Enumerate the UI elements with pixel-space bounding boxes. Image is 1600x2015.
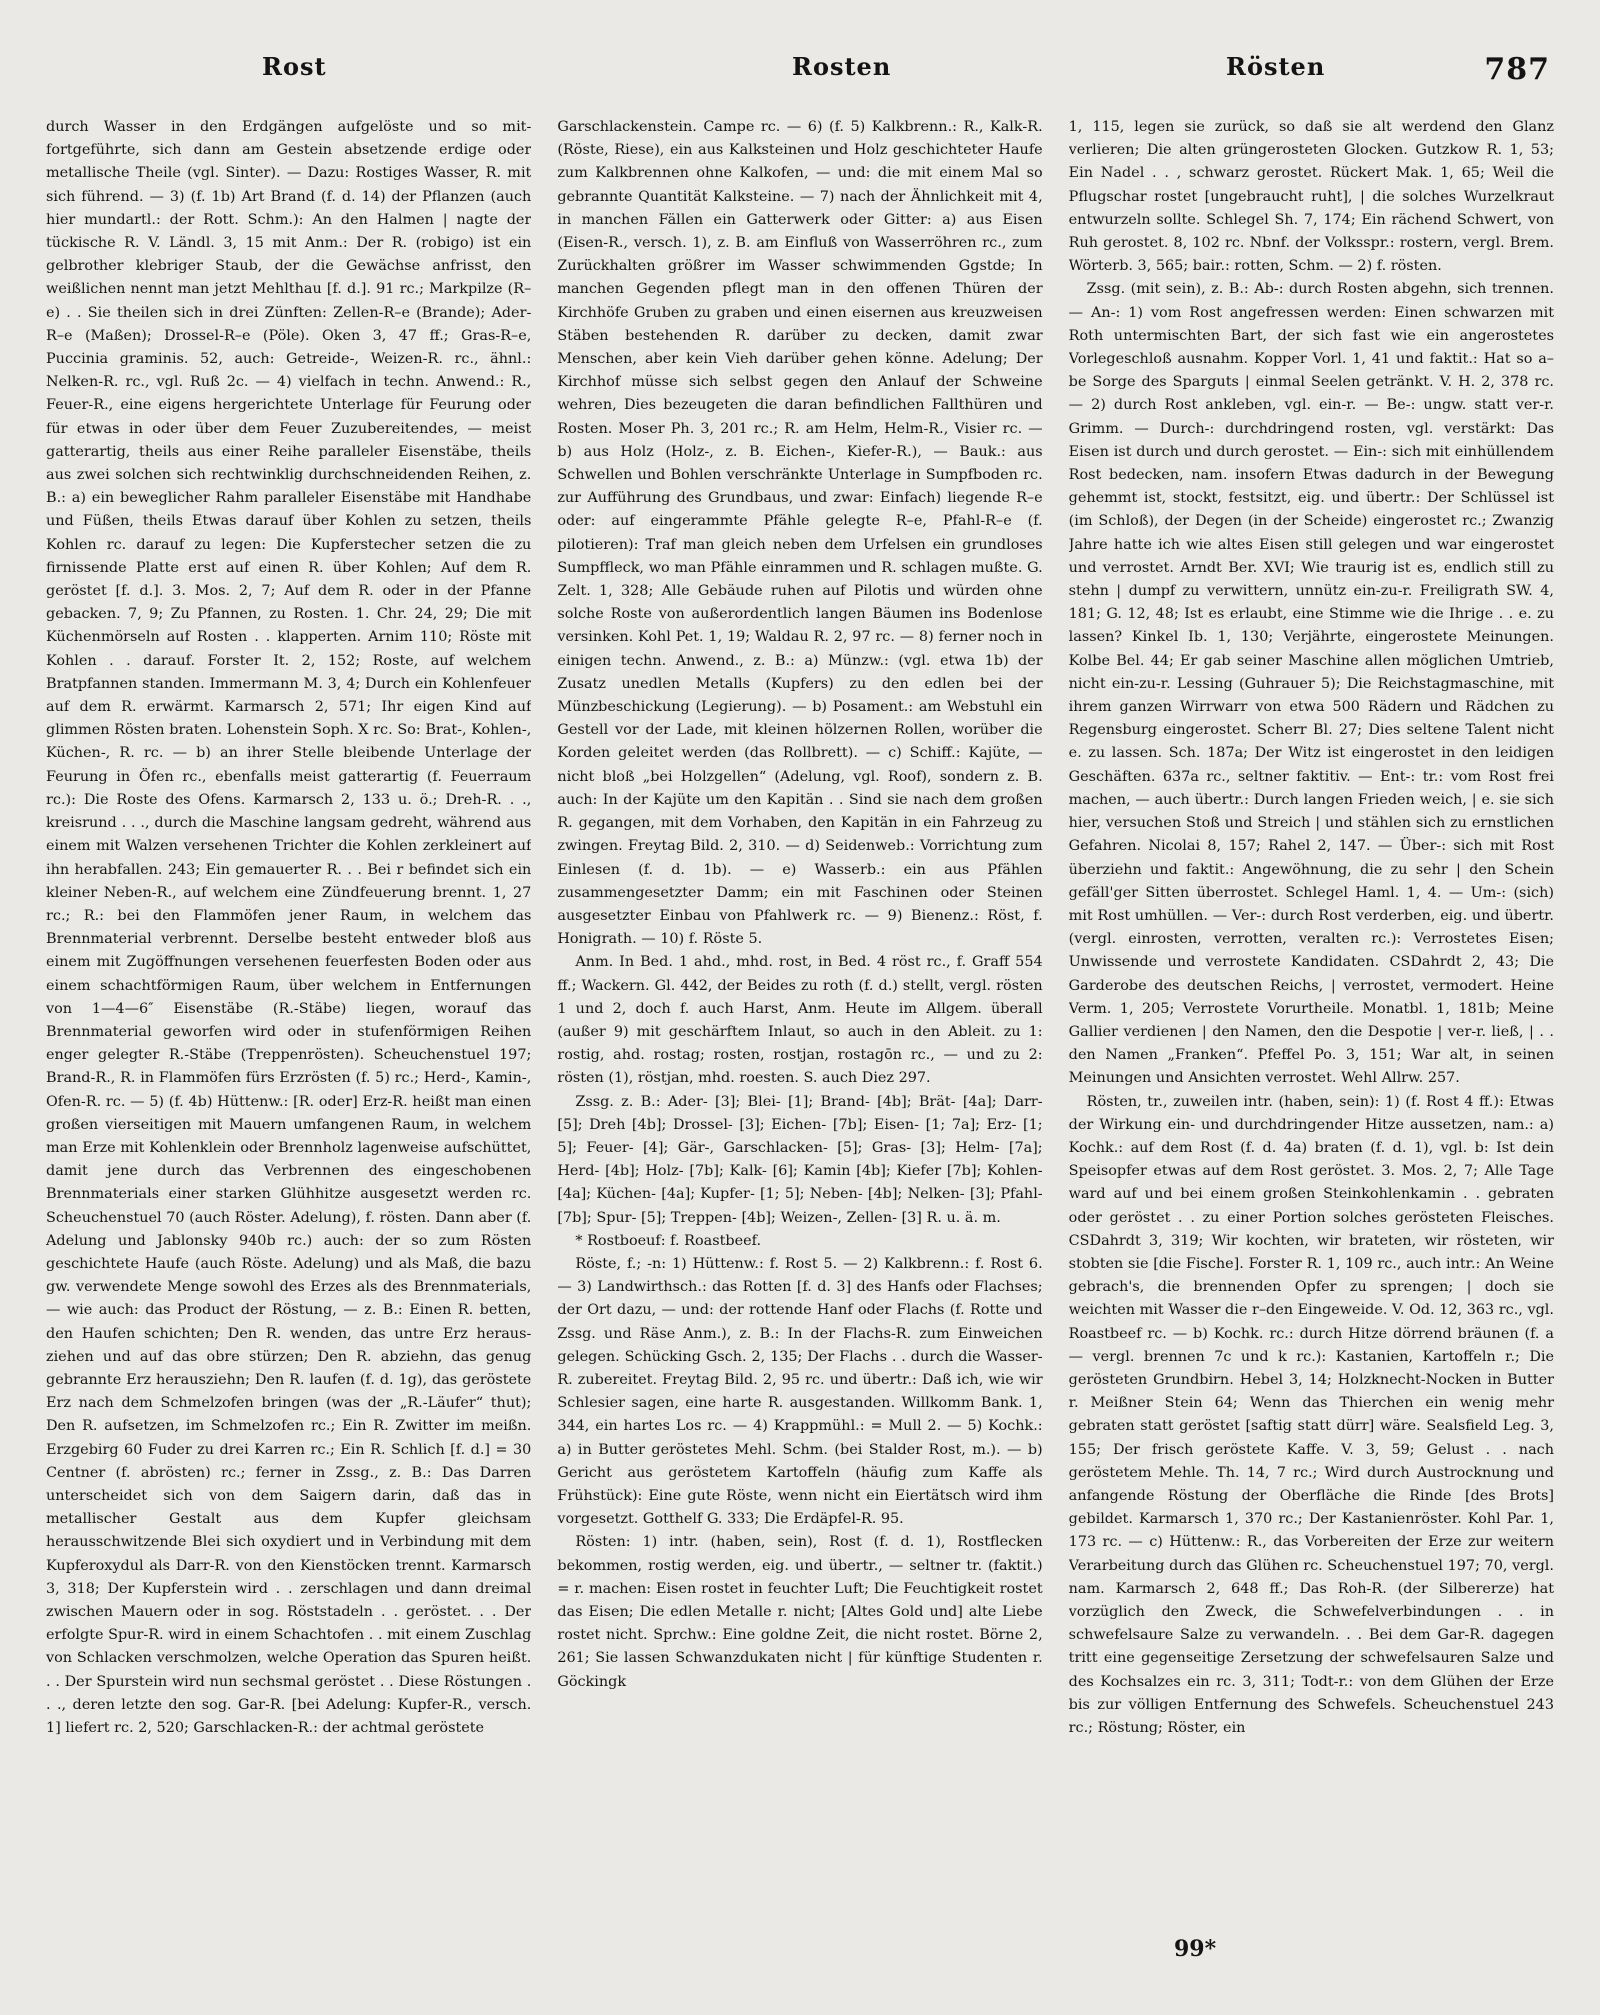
column-right — [1069, 116, 1554, 1926]
running-head-right: Rösten — [1226, 52, 1326, 81]
column-left — [46, 116, 531, 1926]
column-middle-paragraph-1: Garschlackenstein. Campe rc. — 6) (f. 5) Kalkbrenn.: R., Kalk-R. (Röste, Riese), ein aus Kalksteinen und Holz geschichteter Haufe zum Kalkbrennen ohne Kalkofen, — und: die mit einem Mal so gebrannte Quantität Kalksteine. — 7) nach der Ähnlichkeit mit 4, in manchen Fällen ein Gatterwerk oder Gitter: a) aus Eisen (Eisen-R., versch. 1), z. B. am Einfluß von Wasserröhren rc., zum Zurückhalten größrer im Wasser schwimmenden Ggstde; In manchen Gegenden pflegt man in den offenen Thüren der Kirchhöfe Gruben zu graben und einen eisernen aus kreuzweisen Stäben bestehenden R. darüber zu decken, damit zwar Menschen, aber kein Vieh darüber gehen könne. Adelung; Der Kirchhof müsse sich selbst gegen den Anlauf der Schweine wehren, Dies bezeugeten die daran befindlichen Fallthüren und Rosten. Moser Ph. 3, 201 rc.; R. am Helm, Helm-R., Visier rc. — b) aus Holz (Holz-, z. B. Eichen-, Kiefer-R.), — Bauk.: aus Schwellen und Bohlen verschränkte Unterlage in Sumpfboden rc. zur Aufführung des Grundbaus, und zwar: Einfach) liegende R–e oder: auf eingerammte Pfähle gelegte R–e, Pfahl-R–e (f. pilotieren): Traf man gleich neben dem Urfelsen ein grundloses Sumpffleck, wo man Pfähle einrammen und R. schlagen mußte. G. Zelt. 1, 328; Alle Gebäude ruhen auf Pilotis und würden ohne solche Roste von außerordentlich langen Bäumen ins Bodenlose versinken. Kohl Pet. 1, 19; Waldau R. 2, 97 rc. — 8) ferner noch in einigen techn. Anwend., z. B.: a) Münzw.: (vgl. etwa 1b) der Zusatz unedlen Metalls (Kupfers) zu den edlen bei der Münzbeschickung (Legierung). — b) Posament.: am Webstuhl ein Gestell vor der Lade, mit kleinen hölzernen Rollen, worüber die Korden geleitet werden (das Rollbrett). — c) Schiff.: Kajüte, — nicht bloß „bei Holzgellen“ (Adelung, vgl. Roof), sondern z. B. auch: In der Kajüte um den Kapitän . . Sind sie nach dem großen R. gegangen, mit dem Vorhaben, den Kapitän in ein Fahrzeug zu zwingen. Freytag Bild. 2, 310. — d) Seidenweb.: Vorrichtung zum Einlesen (f. d. 1b). — e) Wasserb.: ein aus Pfählen zusammengesetzter Damm; ein mit Faschinen oder Steinen ausgesetzter Einbau von Pfahlwerk rc. — 9) Bienenz.: Röst, f. Honigrath. — 10) f. Röste 5. — [557, 119, 1043, 948]
column-right-paragraph-2: Zssg. (mit sein), z. B.: Ab-: durch Rosten abgehn, sich trennen. — An-: 1) vom Rost angefressen werden: Einen schwarzen mit Roth untermischten Bart, der sich fast wie ein angerostetes Vorlegeschloß ausnahm. Kopper Vorl. 1, 41 und faktit.: Hat so a–be Sorge des Sparguts | einmal Seelen getränkt. V. H. 2, 378 rc. — 2) durch Rost ankleben, vgl. ein-r. — Be-: ungw. statt ver-r. Grimm. — Durch-: durchdringend rosten, vgl. verstärkt: Das Eisen ist durch und durch gerostet. — Ein-: sich mit einhüllendem Rost bedecken, nam. insofern Etwas dadurch in der Bewegung gehemmt ist, stockt, festsitzt, eig. und übertr.: Der Schlüssel ist (im Schloß), der Degen (in der Scheide) eingerostet rc.; Zwanzig Jahre hatte ich wie altes Eisen still gelegen und war eingerostet und verrostet. Arndt Ber. XVI; Wie traurig ist es, endlich still zu stehn | dumpf zu verwittern, unnütz ein-zu-r. Freiligrath SW. 4, 181; G. 12, 48; Ist es erlaubt, eine Stimme wie die Ihrige . . e. zu lassen? Kinkel Ib. 1, 130; Verjährte, eingerostete Meinungen. Kolbe Bel. 44; Er gab seiner Maschine allen möglichen Umtrieb, nicht ein-zu-r. Lessing (Guhrauer 5); Die Reichstagmaschine, mit ihrem ganzen Wirrwarr von etwa 500 Rädern und Rädchen zu Regensburg eingerostet. Scherr Bl. 27; Dies seltene Talent nicht e. zu lassen. Sch. 187a; Der Witz ist eingerostet in den leidigen Geschäften. 637a rc., seltner faktitiv. — Ent-: tr.: vom Rost frei machen, — auch übertr.: Durch langen Frieden weich, | e. sie sich hier, versuchen Stoß und Streich | und stählen sich zu ernstlichen Gefahren. Nicolai 8, 157; Rahel 2, 147. — Über-: sich mit Rost überziehn und faktit.: Angewöhnung, die zu sehr | den Schein gefäll'ger Sitten überrostet. Schlegel Haml. 1, 4. — Um-: (sich) mit Rost umhüllen. — Ver-: durch Rost verderben, eig. und übertr. (vergl. einrosten, verrotten, veralten rc.): Verrostetes Eisen; Unwissende und verrostete Kandidaten. CSDahrdt 2, 43; Die Garderobe des deutschen Reichs, | verrostet, vermodert. Heine Verm. 1, 205; Verrostete Vorurtheile. Monatbl. 1, 181b; Meine Gallier verdienen | den Namen, den die Despotie | ver-r. ließ, | . . den Namen „Franken“. Pfeffel Po. 3, 151; War alt, in seinen Meinungen und Ansichten verrostet. Wehl Allrw. 257. — [1068, 281, 1554, 1087]
page-number: 787 — [1484, 52, 1550, 87]
running-head-left: Rost — [262, 52, 327, 81]
column-middle-paragraph-4: * Rostboeuf: f. Roastbeef. — [575, 1232, 762, 1249]
column-middle-paragraph-5: Röste, f.; -n: 1) Hüttenw.: f. Rost 5. — 2) Kalkbrenn.: f. Rost 6. — 3) Landwirthsch.: das Rotten [f. d. 3] des Hanfs oder Flachses; der Ort dazu, — und: der rottende Hanf oder Flachs (f. Rotte und Zssg. und Räse Anm.), z. B.: In der Flachs-R. zum Einweichen gelegen. Schücking Gsch. 2, 135; Der Flachs . . durch die Wasser-R. zubereitet. Freytag Bild. 2, 95 rc. und übertr.: Daß ich, wie wir Schlesier sagen, eine harte R. ausgestanden. Willkomm Bank. 1, 344, ein hartes Los rc. — 4) Krappmühl.: = Mull 2. — 5) Kochk.: a) in Butter geröstetes Mehl. Schm. (bei Stalder Rost, m.). — b) Gericht aus geröstetem Kartoffeln (häufig zum Kaffe als Frühstück): Eine gute Röste, wenn nicht ein Eiertätsch wird ihm vorgesetzt. Gotthelf G. 333; Die Erdäpfel-R. 95. — [557, 1255, 1043, 1528]
column-middle-paragraph-3: Zssg. z. B.: Ader- [3]; Blei- [1]; Brand- [4b]; Brät- [4a]; Darr- [5]; Dreh [4b]; Drossel- [3]; Eichen- [7b]; Eisen- [1; 7a]; Erz- [1; 5]; Feuer- [4]; Gär-, Garschlacken- [5]; Gras- [3]; Helm- [7a]; Herd- [4b]; Holz- [7b]; Kalk- [6]; Kamin [4b]; Kiefer [7b]; Kohlen- [4a]; Küchen- [4a]; Kupfer- [1; 5]; Neben- [4b]; Nelken- [3]; Pfahl- [7b]; Spur- [5]; Treppen- [4b]; Weizen-, Zellen- [3] R. u. ä. m. — [557, 1093, 1043, 1226]
column-middle — [557, 116, 1042, 1926]
column-right-paragraph-3: Rösten, tr., zuweilen intr. (haben, sein): 1) (f. Rost 4 ff.): Etwas der Wirkung ein- und durchdringender Hitze aussetzen, nam.: a) Kochk.: auf dem Rost (f. d. 4a) braten (f. d. 1), vgl. b: Ist dein Speisopfer etwas auf dem Rost geröstet. 3. Mos. 2, 7; Alle Tage ward auf und bei einem großen Steinkohlenkamin . . gebraten oder geröstet . . zu einer Portion solches gerösteten Fleisches. CSDahrdt 3, 319; Wir kochten, wir brateten, wir rösteten, wir stobten sie [die Fische]. Forster R. 1, 109 rc., auch intr.: An Weine gebrach's, die brennenden Opfer zu sprengen; | doch sie weichten mit Wasser die r–den Eingeweide. V. Od. 12, 363 rc., vgl. Roastbeef rc. — b) Kochk. rc.: durch Hitze dörrend bräunen (f. a — vergl. brennen 7c und k rc.): Kastanien, Kartoffeln r.; Die gerösteten Grundbirn. Hebel 3, 14; Holzknecht-Nocken in Butter r. Meißner Stein 64; Wenn das Thierchen ein wenig mehr gebraten statt geröstet [saftig statt dürr] wäre. Sealsfield Leg. 3, 155; Der frisch geröstete Kaffe. V. 3, 59; Gelust . . nach geröstetem Mehle. Th. 14, 7 rc.; Wird durch Austrocknung und anfangende Röstung der Oberfläche die Rinde [des Brots] gebildet. Karmarsch 1, 370 rc.; Der Kastanienröster. Kohl Par. 1, 173 rc. — c) Hüttenw.: R., das Vorbereiten der Erze zur weitern Verarbeitung durch das Glühen rc. Scheuchenstuel 197; 70, vergl. nam. Karmarsch 2, 648 ff.; Das Roh-R. (der Silbererze) hat vorzüglich den Zweck, die Schwefelverbindungen . . in schwefelsaure Salze zu verwandeln. . . Bei dem Gar-R. dagegen tritt eine gegenseitige Zersetzung der schwefelsauren Salze und des Kochsalzes ein rc. 3, 311; Todt-r.: von dem Glühen der Erze bis zur völligen Entfernung des Schwefels. Scheuchenstuel 243 rc.; Röstung; Röster, ein — [1068, 1093, 1554, 1737]
column-middle-paragraph-6: Rösten: 1) intr. (haben, sein), Rost (f. d. 1), Rostflecken bekommen, rostig werden, eig. und übertr., — seltner tr. (faktit.) = r. machen: Eisen rostet in feuchter Luft; Die Feuchtigkeit rostet das Eisen; Die edlen Metalle r. nicht; [Altes Gold und] alte Liebe rostet nicht. Sprchw.: Eine goldne Zeit, die nicht rostet. Börne 2, 261; Sie lassen Schwanzdukaten nicht | für künftige Studenten r. Göckingk — [557, 1534, 1043, 1690]
signature-mark: 99* — [1174, 1936, 1217, 1962]
text-columns — [46, 116, 1554, 1926]
running-head-center: Rosten — [792, 52, 892, 81]
column-left-paragraph-1: durch Wasser in den Erdgängen aufgelöste und so mit-fortgeführte, sich dann am Gestein absetzende erdige oder metallische Theile (vgl. Sinter). — Dazu: Rostiges Wasser, R. mit sich führend. — 3) (f. 1b) Art Brand (f. d. 14) der Pflanzen (auch hier mundartl.: der Rott. Schm.): An den Halmen | nagte der tückische R. V. Ländl. 3, 15 mit Anm.: Der R. (robigo) ist ein gelbrother klebriger Staub, der die Gewächse anfrisst, den weißlichen nennt man jetzt Mehlthau [f. d.]. 91 rc.; Markpilze (R–e) . . Sie theilen sich in drei Zünften: Zellen-R–e (Brande); Ader-R–e (Maßen); Drossel-R–e (Pöle). Oken 3, 47 ff.; Gras-R–e, Puccinia graminis. 52, auch: Getreide-, Weizen-R. rc., ähnl.: Nelken-R. rc., vgl. Ruß 2c. — 4) vielfach in techn. Anwend.: R., Feuer-R., eine eigens hergerichtete Unterlage für Feurung oder für etwas in oder über dem Feuer Zuzubereitendes, — meist gatterartig, theils aus einer Reihe paralleler Eisenstäbe, theils aus zwei solchen sich rechtwinklig durchschneidenden Reihen, z. B.: a) ein beweglicher Rahm paralleler Eisenstäbe mit Handhabe und Füßen, theils Etwas darauf über Kohlen zu setzen, theils Kohlen rc. darauf zu legen: Die Kupferstecher setzen die zu firnissende Platte erst auf einen R. über Kohlen; Auf dem R. geröstet [f. d.]. 3. Mos. 2, 7; Auf dem R. oder in der Pfanne gebacken. 7, 9; Zu Pfannen, zu Rosten. 1. Chr. 24, 29; Die mit Küchenmörseln auf Rosten . . klapperten. Arnim 110; Röste mit Kohlen . . darauf. Forster It. 2, 152; Roste, auf welchem Bratpfannen standen. Immermann M. 3, 4; Durch ein Kohlenfeuer auf dem R. erwärmt. Karmarsch 2, 571; Ihr eigen Kind auf glimmen Rösten braten. Lohenstein Soph. X rc. So: Brat-, Kohlen-, Küchen-, R. rc. — b) an ihrer Stelle bleibende Unterlage der Feurung in Öfen rc., ebenfalls meist gatterartig (f. Feuerraum rc.): Die Roste des Ofens. Karmarsch 2, 133 u. ö.; Dreh-R. . ., kreisrund . . ., durch die Maschine langsam gedreht, während aus einem mit Walzen versehenen Trichter die Kohlen zerkleinert auf ihn herabfallen. 243; Ein gemauerter R. . . Bei r befindet sich ein kleiner Neben-R., auf welchem eine Zündfeuerung brennt. 1, 27 rc.; R.: bei den Flammöfen jener Raum, in welchem das Brennmaterial verbrennt. Derselbe besteht entweder bloß aus einem mit Zugöffnungen versehenen feuerfesten Boden oder aus einem schachtförmigen Raum, über welchem in Entfernungen von 1—4—6″ Eisenstäbe (R.-Stäbe) liegen, worauf das Brennmaterial geworfen wird oder in stufenförmigen Reihen enger gelegter R.-Stäbe (Treppenrösten). Scheuchenstuel 197; Brand-R., R. in Flammöfen fürs Erzrösten (f. 5) rc.; Herd-, Kamin-, Ofen-R. rc. — 5) (f. 4b) Hüttenw.: [R. oder] Erz-R. heißt man einen großen vierseitigen mit Mauern umfangenen Raum, in welchem man Erze mit Kohlenklein oder Brennholz lagenweise aufschüttet, damit jene durch das Verbrennen des eingeschobenen Brennmaterials einer starken Glühhitze ausgesetzt werden rc. Scheuchenstuel 70 (auch Röster. Adelung), f. rösten. Dann aber (f. Adelung und Jablonsky 940b rc.) auch: der so zum Rösten geschichtete Haufe (auch Röste. Adelung) und als Maß, die bazu gw. verwendete Menge sowohl des Erzes als des Brennmaterials, — wie auch: das Product der Röstung, — z. B.: Einen R. betten, den Haufen schichten; Den R. wenden, das untre Erz heraus-ziehen und auf das obre stürzen; Den R. abziehn, das genug gebrannte Erz herausziehn; Den R. laufen (f. d. 1g), das geröstete Erz nach dem Schmelzofen bringen (was der „R.-Läufer“ thut); Den R. aufsetzen, im Schmelzofen rc.; Ein R. Zwitter im meißn. Erzgebirg 60 Fuder zu drei Karren rc.; Ein R. Schlich [f. d.] = 30 Centner (f. abrösten) rc.; ferner in Zssg., z. B.: Das Darren unterscheidet sich von dem Saigern darin, daß das in metallischer Gestalt aus dem Kupfer gleichsam herausschwitzende Blei sich oxydiert und in Verbindung mit dem Kupferoxydul als Darr-R. von den Kienstöcken trennt. Karmarsch 3, 318; Der Kupferstein wird . . zerschlagen und dann dreimal zwischen Mauern oder in sog. Röststadeln . . geröstet. . . Der erfolgte Spur-R. wird in einem Schachtofen . . mit einem Zuschlag von Schlacken verschmolzen, welche Operation das Spuren heißt. . . Der Spurstein wird nun sechsmal geröstet . . Diese Röstungen . . ., deren letzte den sog. Gar-R. [bei Adelung: Kupfer-R., versch. 1] liefert rc. 2, 520; Garschlacken-R.: der achtmal geröstete — [46, 119, 532, 1737]
column-middle-paragraph-2: Anm. In Bed. 1 ahd., mhd. rost, in Bed. 4 röst rc., f. Graff 554 ff.; Wackern. Gl. 442, der Beides zu roth (f. d.) stellt, vergl. rösten 1 und 2, doch f. auch Harst, Anm. Heute im Allgem. überall (außer 9) mit geschärftem Inlaut, so auch in den Ableit. zu 1: rostig, ahd. rostag; rosten, rostjan, rostagōn rc., — und zu 2: rösten (1), röstjan, mhd. roesten. S. auch Diez 297. — [557, 954, 1043, 1087]
column-right-paragraph-1: 1, 115, legen sie zurück, so daß sie alt werdend den Glanz verlieren; Die alten grüngerosteten Glocken. Gutzkow R. 1, 53; Ein Nadel . . , schwarz gerostet. Rückert Mak. 1, 65; Weil die Pflugschar rostet [ungebraucht ruht], | die solches Wurzelkraut entwurzeln sollte. Schlegel Sh. 7, 174; Ein rächend Schwert, von Ruh gerostet. 8, 102 rc. Nbnf. der Volksspr.: rostern, vergl. Brem. Wörterb. 3, 565; bair.: rotten, Schm. — 2) f. rösten. — [1068, 119, 1554, 275]
running-head — [46, 52, 1550, 92]
